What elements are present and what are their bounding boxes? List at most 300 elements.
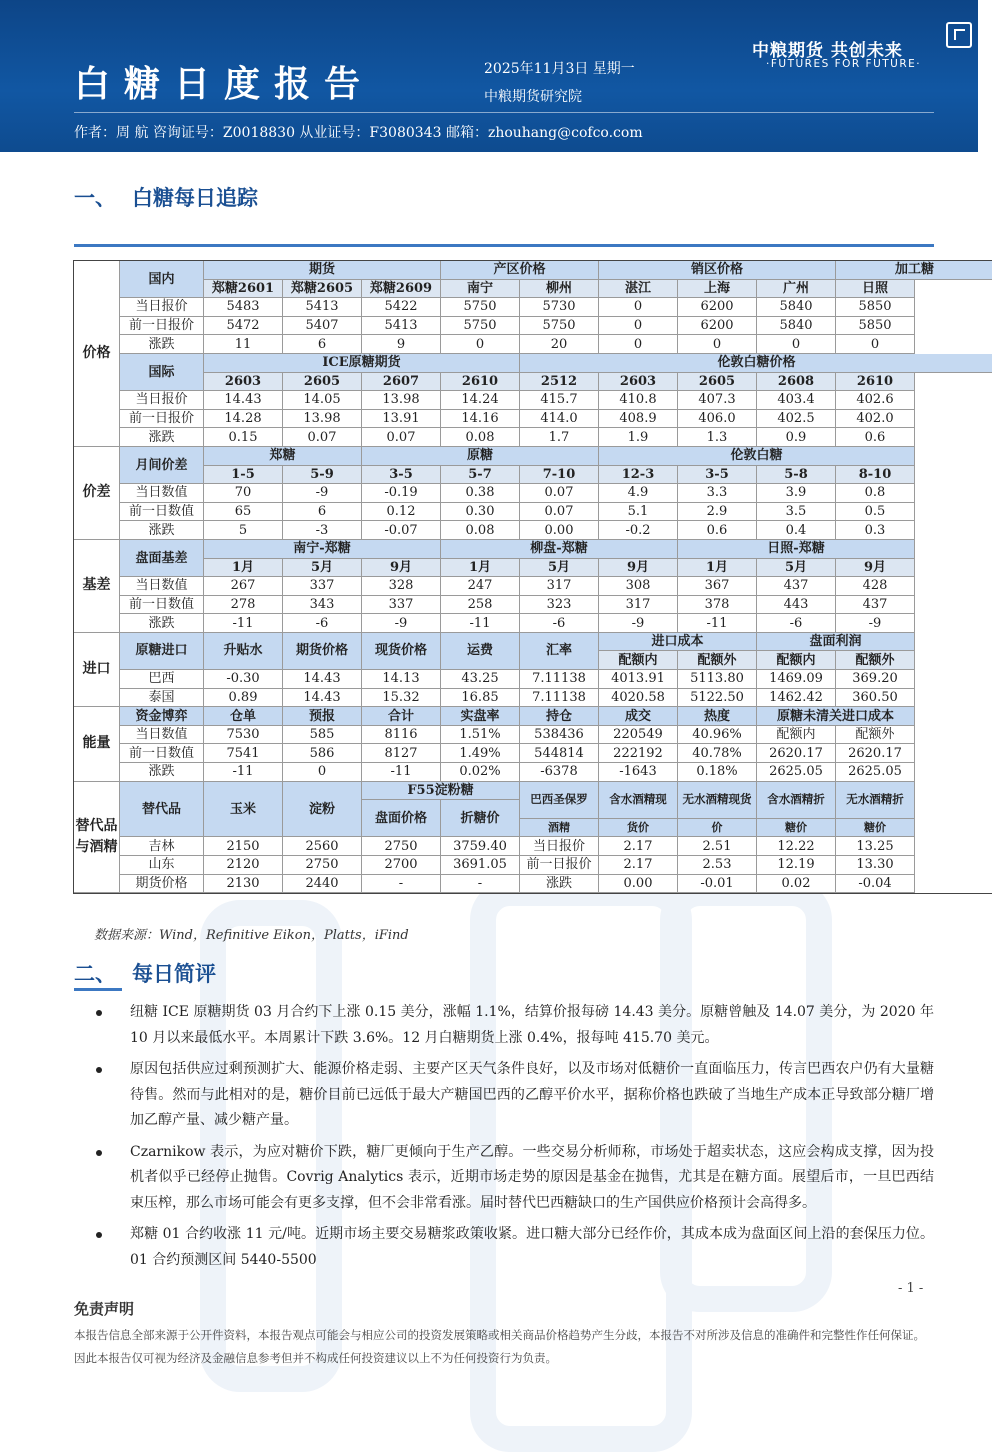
table-value: 8116 xyxy=(362,726,441,745)
table-value: 9月 xyxy=(836,559,915,578)
table-value: 0 xyxy=(599,298,678,317)
table-value: 9月 xyxy=(599,559,678,578)
bullet-icon xyxy=(96,1150,102,1156)
table-value: 0.02 xyxy=(757,875,836,894)
author-line: 作者：周 航 咨询证号：Z0018830 从业证号：F3080343 邮箱：zhouhang@cofco.com xyxy=(74,125,643,141)
table-value: 0.15 xyxy=(204,428,283,447)
column-header: 汇率 xyxy=(520,633,599,670)
table-value: 2605 xyxy=(283,373,362,392)
table-value: 0 xyxy=(757,335,836,354)
disclaimer-text: 本报告信息全部来源于公开件资料，本报告观点可能会与相应公司的投资发展策略或相关商品价格趋势产生分歧，本报告不对所涉及信息的准确件和完整性作任何保证。因此本报告仅可视为经济及金融信息参考但并不构成任何投资建议以上不为任何投资行为负责。 xyxy=(74,1328,925,1365)
column-header: 郑糖 xyxy=(204,447,362,466)
bullet-icon xyxy=(96,1232,102,1238)
sugar-data-table xyxy=(73,260,992,894)
row-label: 涨跌 xyxy=(520,875,599,894)
column-header: 期货价格 xyxy=(283,633,362,670)
table-value: 14.43 xyxy=(204,391,283,410)
row-label: 前一日数值 xyxy=(120,503,204,522)
row-label: 前一日报价 xyxy=(520,856,599,875)
table-value: 40.78% xyxy=(678,744,757,763)
table-value: 406.0 xyxy=(678,410,757,429)
table-value: -0.2 xyxy=(599,521,678,540)
brand-name: 中粮期货 共创未来 xyxy=(752,41,903,61)
disclaimer-title: 免责声明 xyxy=(74,1300,135,1318)
table-value: 222192 xyxy=(599,744,678,763)
table-value: 5月 xyxy=(757,559,836,578)
column-header: 原糖 xyxy=(362,447,599,466)
table-value: 0.07 xyxy=(362,428,441,447)
table-value: -6 xyxy=(520,614,599,633)
row-label: 前一日报价 xyxy=(120,317,204,336)
column-header: 原糖未清关进口成本 xyxy=(757,707,915,726)
table-value: 0.00 xyxy=(599,875,678,894)
group-label-import: 进口 xyxy=(74,633,120,707)
row-label: 涨跌 xyxy=(120,763,204,782)
table-value: 308 xyxy=(599,577,678,596)
table-value: 郑糖2601 xyxy=(204,280,283,299)
row-label: 巴西 xyxy=(120,670,204,689)
table-value: 415.7 xyxy=(520,391,599,410)
table-value: 2.17 xyxy=(599,856,678,875)
table-value: 0.02% xyxy=(441,763,520,782)
table-value: -0.07 xyxy=(362,521,441,540)
table-value: 7-10 xyxy=(520,466,599,485)
table-value: 5113.80 xyxy=(678,670,757,689)
table-value: 403.4 xyxy=(757,391,836,410)
row-label: 当日数值 xyxy=(120,484,204,503)
table-value: 0 xyxy=(599,317,678,336)
table-value: 0.00 xyxy=(520,521,599,540)
table-value: 广州 xyxy=(757,280,836,299)
column-header: 国内 xyxy=(120,261,204,298)
table-value: 2610 xyxy=(441,373,520,392)
table-value: 1月 xyxy=(678,559,757,578)
row-label: 前一日报价 xyxy=(120,410,204,429)
table-value: 13.98 xyxy=(283,410,362,429)
table-value: -6 xyxy=(283,614,362,633)
table-value: 5 xyxy=(204,521,283,540)
table-value: 7.11138 xyxy=(520,689,599,708)
row-label: 当日报价 xyxy=(120,298,204,317)
column-header: 期货 xyxy=(204,261,441,280)
table-value: 1.9 xyxy=(599,428,678,447)
column-header: 玉米 xyxy=(204,782,283,838)
column-header: 含水酒精现 xyxy=(599,782,678,819)
table-value: 5-7 xyxy=(441,466,520,485)
table-value: 2130 xyxy=(204,875,283,894)
table-value: 407.3 xyxy=(678,391,757,410)
column-header: 加工糖 xyxy=(836,261,992,280)
table-value: 6 xyxy=(283,503,362,522)
row-label: 涨跌 xyxy=(120,335,204,354)
table-value: 0 xyxy=(678,335,757,354)
column-header: 现货价格 xyxy=(362,633,441,670)
table-value: 5407 xyxy=(283,317,362,336)
table-value: 上海 xyxy=(678,280,757,299)
table-value: 3.5 xyxy=(757,503,836,522)
bullet-icon xyxy=(96,1010,102,1016)
table-value: 0.89 xyxy=(204,689,283,708)
column-header: 配额外 xyxy=(836,651,915,670)
table-value: 14.05 xyxy=(283,391,362,410)
column-header: 柳盘-郑糖 xyxy=(441,540,678,559)
table-value: 2150 xyxy=(204,837,283,856)
table-value: 1.49% xyxy=(441,744,520,763)
table-value: 0.08 xyxy=(441,428,520,447)
table-value: 428 xyxy=(836,577,915,596)
table-value: 13.25 xyxy=(836,837,915,856)
column-header: 持仓 xyxy=(520,707,599,726)
table-value: 5-8 xyxy=(757,466,836,485)
table-value: 337 xyxy=(362,596,441,615)
column-header: 替代品 xyxy=(120,782,204,838)
table-value: 6200 xyxy=(678,317,757,336)
page-number: - 1 - xyxy=(898,1281,924,1296)
table-value: 7.11138 xyxy=(520,670,599,689)
group-label-spread: 价差 xyxy=(74,447,120,540)
table-value: 5-9 xyxy=(283,466,362,485)
table-value: 13.91 xyxy=(362,410,441,429)
table-value: 585 xyxy=(283,726,362,745)
table-value: 0.6 xyxy=(836,428,915,447)
table-value: 5.1 xyxy=(599,503,678,522)
column-header: 合计 xyxy=(362,707,441,726)
table-value: 2440 xyxy=(283,875,362,894)
section-divider xyxy=(74,244,934,247)
table-value: 8-10 xyxy=(836,466,915,485)
row-label: 泰国 xyxy=(120,689,204,708)
table-value: 1462.42 xyxy=(757,689,836,708)
table-value: 0.18% xyxy=(678,763,757,782)
table-value: 6 xyxy=(283,335,362,354)
table-value: 0.12 xyxy=(362,503,441,522)
table-value: 1.7 xyxy=(520,428,599,447)
table-value: -3 xyxy=(283,521,362,540)
table-value: -6378 xyxy=(520,763,599,782)
list-item xyxy=(94,1000,934,1051)
table-value: -9 xyxy=(283,484,362,503)
table-value: 402.5 xyxy=(757,410,836,429)
table-value: 443 xyxy=(757,596,836,615)
table-value: - xyxy=(441,875,520,894)
column-header: 价 xyxy=(678,819,757,838)
table-value: 2625.05 xyxy=(836,763,915,782)
column-header: 含水酒精折 xyxy=(757,782,836,819)
table-value: 2.17 xyxy=(599,837,678,856)
table-value: 3-5 xyxy=(678,466,757,485)
table-value: 323 xyxy=(520,596,599,615)
table-value: 2603 xyxy=(599,373,678,392)
table-value: 5422 xyxy=(362,298,441,317)
row-label: 当日报价 xyxy=(520,837,599,856)
column-header: F55淀粉糖 xyxy=(362,782,520,801)
table-value: 郑糖2605 xyxy=(283,280,362,299)
table-value: 7530 xyxy=(204,726,283,745)
table-value: - xyxy=(362,875,441,894)
table-value: 2120 xyxy=(204,856,283,875)
column-header: 糖价 xyxy=(757,819,836,838)
table-value: 配额内 xyxy=(757,726,836,745)
brand-slogan: ·FUTURES FOR FUTURE· xyxy=(766,58,922,70)
table-value: 5840 xyxy=(757,317,836,336)
bullet-text: 原因包括供应过剩预测扩大、能源价格走弱、主要产区天气条件良好，以及市场对低糖价一直面临压力，传言巴西农户仍有大量糖待售。然而与此相对的是，糖价目前已远低于最大产糖国巴西的乙醇平价水平，据称价格也跌破了当地生产成本正导致部分糖厂增加乙醇产量、减少糖产量。 xyxy=(130,1061,934,1128)
table-value: 14.43 xyxy=(283,689,362,708)
table-value: 5750 xyxy=(441,298,520,317)
table-value: 3.3 xyxy=(678,484,757,503)
table-value: 0.3 xyxy=(836,521,915,540)
table-value: 5840 xyxy=(757,298,836,317)
table-value: 5月 xyxy=(283,559,362,578)
column-header: 运费 xyxy=(441,633,520,670)
table-value: 317 xyxy=(599,596,678,615)
column-header: 月间价差 xyxy=(120,447,204,484)
table-value: 2.9 xyxy=(678,503,757,522)
table-value: 0.07 xyxy=(283,428,362,447)
table-value: 2607 xyxy=(362,373,441,392)
section-title: 每日简评 xyxy=(132,962,216,986)
row-label: 吉林 xyxy=(120,837,204,856)
table-value: 586 xyxy=(283,744,362,763)
table-value: 367 xyxy=(678,577,757,596)
table-value: -9 xyxy=(836,614,915,633)
commentary-list xyxy=(94,1000,934,1279)
table-value: 2750 xyxy=(283,856,362,875)
header-divider xyxy=(74,112,934,113)
group-label-energy: 能量 xyxy=(74,707,120,781)
report-date: 2025年11月3日 星期一 xyxy=(484,61,635,77)
table-value: 328 xyxy=(362,577,441,596)
table-value: 0 xyxy=(599,335,678,354)
column-header: ICE原糖期货 xyxy=(204,354,520,373)
table-value: 0 xyxy=(283,763,362,782)
table-value: 13.30 xyxy=(836,856,915,875)
table-value: 0 xyxy=(836,335,915,354)
table-value: 0.9 xyxy=(757,428,836,447)
table-value: 14.13 xyxy=(362,670,441,689)
table-value: 0 xyxy=(441,335,520,354)
column-header: 资金博弈 xyxy=(120,707,204,726)
table-value: 408.9 xyxy=(599,410,678,429)
column-header: 酒精 xyxy=(520,819,599,838)
table-value: 日照 xyxy=(836,280,915,299)
column-header: 巴西圣保罗 xyxy=(520,782,599,819)
table-value: 郑糖2609 xyxy=(362,280,441,299)
table-value: 278 xyxy=(204,596,283,615)
table-value: 1.51% xyxy=(441,726,520,745)
table-value: 0.07 xyxy=(520,484,599,503)
table-value: -0.19 xyxy=(362,484,441,503)
table-value: 5月 xyxy=(520,559,599,578)
report-title: 白糖日度报告 xyxy=(74,64,375,105)
table-value: 1469.09 xyxy=(757,670,836,689)
table-value: 14.28 xyxy=(204,410,283,429)
table-value: 1-5 xyxy=(204,466,283,485)
table-value: 配额外 xyxy=(836,726,915,745)
table-value: 402.0 xyxy=(836,410,915,429)
column-header: 盘面基差 xyxy=(120,540,204,577)
table-value: 15.32 xyxy=(362,689,441,708)
table-value: 5483 xyxy=(204,298,283,317)
table-value: 4020.58 xyxy=(599,689,678,708)
table-value: 0.5 xyxy=(836,503,915,522)
table-value: 0.38 xyxy=(441,484,520,503)
table-value: 5730 xyxy=(520,298,599,317)
column-header: 热度 xyxy=(678,707,757,726)
table-value: 5472 xyxy=(204,317,283,336)
table-value: 11 xyxy=(204,335,283,354)
table-value: 538436 xyxy=(520,726,599,745)
table-value: 南宁 xyxy=(441,280,520,299)
column-header: 折糖价 xyxy=(441,800,520,837)
table-value: 9 xyxy=(362,335,441,354)
table-value: -1643 xyxy=(599,763,678,782)
table-value: 20 xyxy=(520,335,599,354)
column-header: 原糖进口 xyxy=(120,633,204,670)
table-value: 14.24 xyxy=(441,391,520,410)
section-divider xyxy=(74,988,122,991)
column-header: 无水酒精折 xyxy=(836,782,915,819)
table-value: 70 xyxy=(204,484,283,503)
table-value: 65 xyxy=(204,503,283,522)
list-item xyxy=(94,1140,934,1217)
bullet-text: 郑糖 01 合约收涨 11 元/吨。近期市场主要交易糖浆政策收紧。进口糖大部分已经作价，其成本成为盘面区间上沿的套保压力位。01 合约预测区间 5440-5500 xyxy=(130,1226,934,1268)
table-value: 378 xyxy=(678,596,757,615)
column-header: 实盘率 xyxy=(441,707,520,726)
table-value: -9 xyxy=(362,614,441,633)
row-label: 当日数值 xyxy=(120,726,204,745)
table-value: 5850 xyxy=(836,298,915,317)
table-value: 337 xyxy=(283,577,362,596)
report-institute: 中粮期货研究院 xyxy=(484,89,582,105)
table-value: 1月 xyxy=(441,559,520,578)
table-value: 2560 xyxy=(283,837,362,856)
table-value: 0.4 xyxy=(757,521,836,540)
column-header: 配额外 xyxy=(678,651,757,670)
section-title: 白糖每日追踪 xyxy=(132,186,258,210)
table-value: 3-5 xyxy=(362,466,441,485)
table-value: -11 xyxy=(678,614,757,633)
table-value: -9 xyxy=(599,614,678,633)
table-value: 544814 xyxy=(520,744,599,763)
column-header: 糖价 xyxy=(836,819,915,838)
table-value: 267 xyxy=(204,577,283,596)
table-value: 2605 xyxy=(678,373,757,392)
table-value: 7541 xyxy=(204,744,283,763)
table-value: 5413 xyxy=(283,298,362,317)
table-value: 0.8 xyxy=(836,484,915,503)
table-value: 1月 xyxy=(204,559,283,578)
table-value: -11 xyxy=(362,763,441,782)
column-header: 配额内 xyxy=(757,651,836,670)
table-value: 4013.91 xyxy=(599,670,678,689)
table-value: 437 xyxy=(836,596,915,615)
row-label: 当日报价 xyxy=(120,391,204,410)
column-header: 销区价格 xyxy=(599,261,836,280)
table-value: 6200 xyxy=(678,298,757,317)
table-value: 360.50 xyxy=(836,689,915,708)
table-value: 437 xyxy=(757,577,836,596)
row-label: 当日数值 xyxy=(120,577,204,596)
table-value: 5750 xyxy=(441,317,520,336)
table-value: 0.08 xyxy=(441,521,520,540)
table-value: 1.3 xyxy=(678,428,757,447)
table-value: 3691.05 xyxy=(441,856,520,875)
column-header: 无水酒精现货 xyxy=(678,782,757,819)
table-value: 40.96% xyxy=(678,726,757,745)
table-value: 13.98 xyxy=(362,391,441,410)
table-value: 12.22 xyxy=(757,837,836,856)
column-header: 进口成本 xyxy=(599,633,757,652)
column-header: 盘面价格 xyxy=(362,800,441,837)
table-value: 317 xyxy=(520,577,599,596)
bullet-icon xyxy=(96,1067,102,1073)
table-value: 12-3 xyxy=(599,466,678,485)
table-value: 369.20 xyxy=(836,670,915,689)
section-number: 二、 xyxy=(74,962,116,986)
list-item xyxy=(94,1057,934,1134)
column-header: 南宁-郑糖 xyxy=(204,540,441,559)
column-header: 产区价格 xyxy=(441,261,599,280)
table-value: 5413 xyxy=(362,317,441,336)
table-value: 247 xyxy=(441,577,520,596)
table-value: 2700 xyxy=(362,856,441,875)
bullet-text: 纽糖 ICE 原糖期货 03 月合约下上涨 0.15 美分，涨幅 1.1%，结算价报每磅 14.43 美分。原糖曾触及 14.07 美分，为 2020 年 10 月以来最低水平。本周累计下跌 3.6%。12 月白糖期货上涨 0.4%，报每吨 415.70 美元。 xyxy=(130,1004,934,1046)
table-value: 2603 xyxy=(204,373,283,392)
table-value: 5750 xyxy=(520,317,599,336)
group-label-price: 价格 xyxy=(74,261,120,447)
column-header: 配额内 xyxy=(599,651,678,670)
section-heading-commentary xyxy=(74,958,216,988)
table-value: 14.43 xyxy=(283,670,362,689)
table-value: 2.53 xyxy=(678,856,757,875)
column-header: 伦敦白糖 xyxy=(599,447,915,466)
table-value: 3.9 xyxy=(757,484,836,503)
group-label-basis: 基差 xyxy=(74,540,120,633)
table-value: 0.6 xyxy=(678,521,757,540)
table-value: 柳州 xyxy=(520,280,599,299)
report-header xyxy=(0,0,978,152)
table-value: 0.30 xyxy=(441,503,520,522)
column-header: 成交 xyxy=(599,707,678,726)
column-header: 仓单 xyxy=(204,707,283,726)
table-value: 12.19 xyxy=(757,856,836,875)
column-header: 货价 xyxy=(599,819,678,838)
table-value: 2608 xyxy=(757,373,836,392)
table-value: 414.0 xyxy=(520,410,599,429)
table-value: 16.85 xyxy=(441,689,520,708)
table-value: 3759.40 xyxy=(441,837,520,856)
table-value: 4.9 xyxy=(599,484,678,503)
column-header: 国际 xyxy=(120,354,204,391)
table-value: 2620.17 xyxy=(836,744,915,763)
table-value: 43.25 xyxy=(441,670,520,689)
column-header: 日照-郑糖 xyxy=(678,540,915,559)
column-header: 预报 xyxy=(283,707,362,726)
table-value: 2.51 xyxy=(678,837,757,856)
group-label-substitutes: 替代品与酒精 xyxy=(74,782,120,894)
table-value: -0.01 xyxy=(678,875,757,894)
bullet-text: Czarnikow 表示，为应对糖价下跌，糖厂更倾向于生产乙醇。一些交易分析师称，市场处于超卖状态，这应会构成支撑，因为投机者似乎已经停止抛售。Covrig Analytics 表示，近期市场走势的原因是基金在抛售，尤其是在糖方面。展望后市，一旦巴西结束压榨，那么市场可能会有更多支撑，但不会非常看涨。届时替代巴西糖缺口的生产国供应价格预计会高得多。 xyxy=(130,1143,934,1211)
table-value: 14.16 xyxy=(441,410,520,429)
table-value: 410.8 xyxy=(599,391,678,410)
table-value: -0.04 xyxy=(836,875,915,894)
table-value: 2512 xyxy=(520,373,599,392)
table-value: -11 xyxy=(204,763,283,782)
table-value: 220549 xyxy=(599,726,678,745)
table-value: -11 xyxy=(441,614,520,633)
table-value: 402.6 xyxy=(836,391,915,410)
table-value: -0.30 xyxy=(204,670,283,689)
